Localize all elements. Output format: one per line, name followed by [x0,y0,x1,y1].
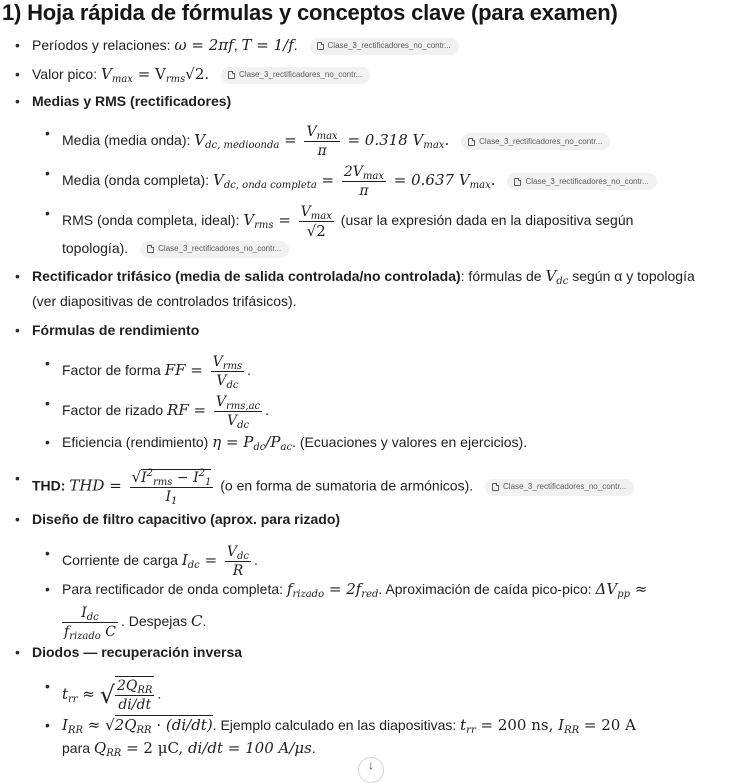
source-chip[interactable]: Clase_3_rectificadores_no_contr... [310,38,459,55]
list-item-trr: • $t_{rr}$ ≈ √ $\frac{2Q_{RR}}{di/dt}$ . [62,676,161,714]
source-chip[interactable]: Clase_3_rectificadores_no_contr... [485,479,634,496]
fraction: $\frac{√I^2_{rms} - I^2_1}{I_1}$ [131,468,212,507]
list-item-trifasico: • Rectificador trifásico (media de salida controlada/no controlada): fórmulas de $V_{dc}$ según α y topología [32,266,695,286]
source-chip[interactable]: Clase_3_rectificadores_no_contr... [221,67,370,84]
document-icon [228,71,235,79]
list-item-filtro: • Diseño de filtro capacitivo (aprox. para rizado) [32,509,340,529]
fraction: $\frac{V_{max}}{√2}$ [300,204,332,240]
fraction: $\frac{V_{dc}}{R}$ [226,544,250,579]
fraction: $\frac{V_{rms,ac}}{V_{dc}}$ [215,394,261,431]
list-item-rms-completa: • RMS (onda completa, ideal): $V_{rms}$ = $\frac{V_{max}}{√2}$ (usar la expresión dada en la diapositiva según [62,203,633,240]
arrow-down-icon: ↓ [368,758,374,772]
list-item-thd: • THD: THD = $\frac{√I^2_{rms} - I^2_1}{I_1}$ (o en forma de sumatoria de armónicos). Clase_3_rectificadores_no_contr... [32,468,634,506]
list-item-rendimiento: • Fórmulas de rendimiento [32,320,199,340]
fraction: $\frac{2Q_{RR}}{di/dt}$ [117,678,153,713]
list-item-media-onda: • Media (media onda): $V_{dc, medioonda}$ = $\frac{V_{max}}{\pi}$ = 0.318 $V_{max}$. Clase_3_rectificadores_no_contr... [62,123,610,160]
source-chip[interactable]: Clase_3_rectificadores_no_contr... [461,133,610,150]
source-chip[interactable]: Clase_3_rectificadores_no_contr... [140,241,289,258]
scroll-down-button[interactable] [358,757,384,783]
list-item-irr: • $I_{RR} \approx √2Q_{RR} \cdot (di/dt)$. Ejemplo calculado en las diapositivas: $t_{rr} = 200$ ns, $I_{RR} = 20$ A [62,715,636,735]
list-item-irr-cont: para $Q_{RR} = 2$ μC, di/dt = 100 A/μs. [62,739,316,759]
list-item-rms-completa-cont: topología). Clase_3_rectificadores_no_contr... [62,238,289,258]
list-item-media-completa: • Media (onda completa): $V_{dc, onda completa}$ = $\frac{2V_{max}}{\pi}$ = 0.637 $V_{max}$. Clase_3_rectificadores_no_contr... [62,163,657,200]
list-item-rizado: • Para rectificador de onda completa: $f_{rizado} = 2f_{red}$. Aproximación de caída pico-pico: $\Delta V_{pp}$ ≈ [62,579,647,599]
fraction: $\frac{I_{dc}}{f_{rizado} C}$ [64,605,116,642]
fraction: $\frac{V_{max}}{\pi}$ [306,124,338,159]
list-item-valor-pico: • Valor pico: $V_{max} = V_{rms}√2$. Clase_3_rectificadores_no_contr... [32,64,370,84]
list-item-trifasico-cont: (ver diapositivas de controlados trifásicos). [32,293,297,309]
list-item-periodos: • Períodos y relaciones: ω = 2πf, T = 1/f. Clase_3_rectificadores_no_contr... [32,35,459,55]
list-item-diodos: • Diodos — recuperación inversa [32,642,242,662]
list-item-factor-forma: • Factor de forma FF = $\frac{V_{rms}}{V_{dc}}$ . [62,353,251,390]
list-item-factor-rizado: • Factor de rizado RF = $\frac{V_{rms,ac}}{V_{dc}}$ . [62,393,269,430]
list-item-rizado-cont: $\frac{I_{dc}}{f_{rizado} C}$ . Despejas C. [64,605,207,642]
list-item-medias-rms: • Medias y RMS (rectificadores) [32,91,231,111]
fraction: $\frac{V_{rms}}{V_{dc}}$ [212,354,243,391]
list-item-eficiencia: • Eficiencia (rendimiento) $\eta = P_{dc}/P_{ac}$. (Ecuaciones y valores en ejercicios). [62,432,527,452]
document-icon [317,42,324,50]
document-icon [468,138,475,146]
source-chip[interactable]: Clase_3_rectificadores_no_contr... [507,173,656,190]
page-title: 1) Hoja rápida de fórmulas y conceptos clave (para examen) [2,0,618,25]
document-icon [492,483,499,491]
document-icon [514,178,521,186]
list-item-corriente-carga: • Corriente de carga $I_{dc}$ = $\frac{V_{dc}}{R}$ . [62,543,258,580]
fraction: $\frac{2V_{max}}{\pi}$ [343,164,385,199]
document-icon [147,245,154,253]
